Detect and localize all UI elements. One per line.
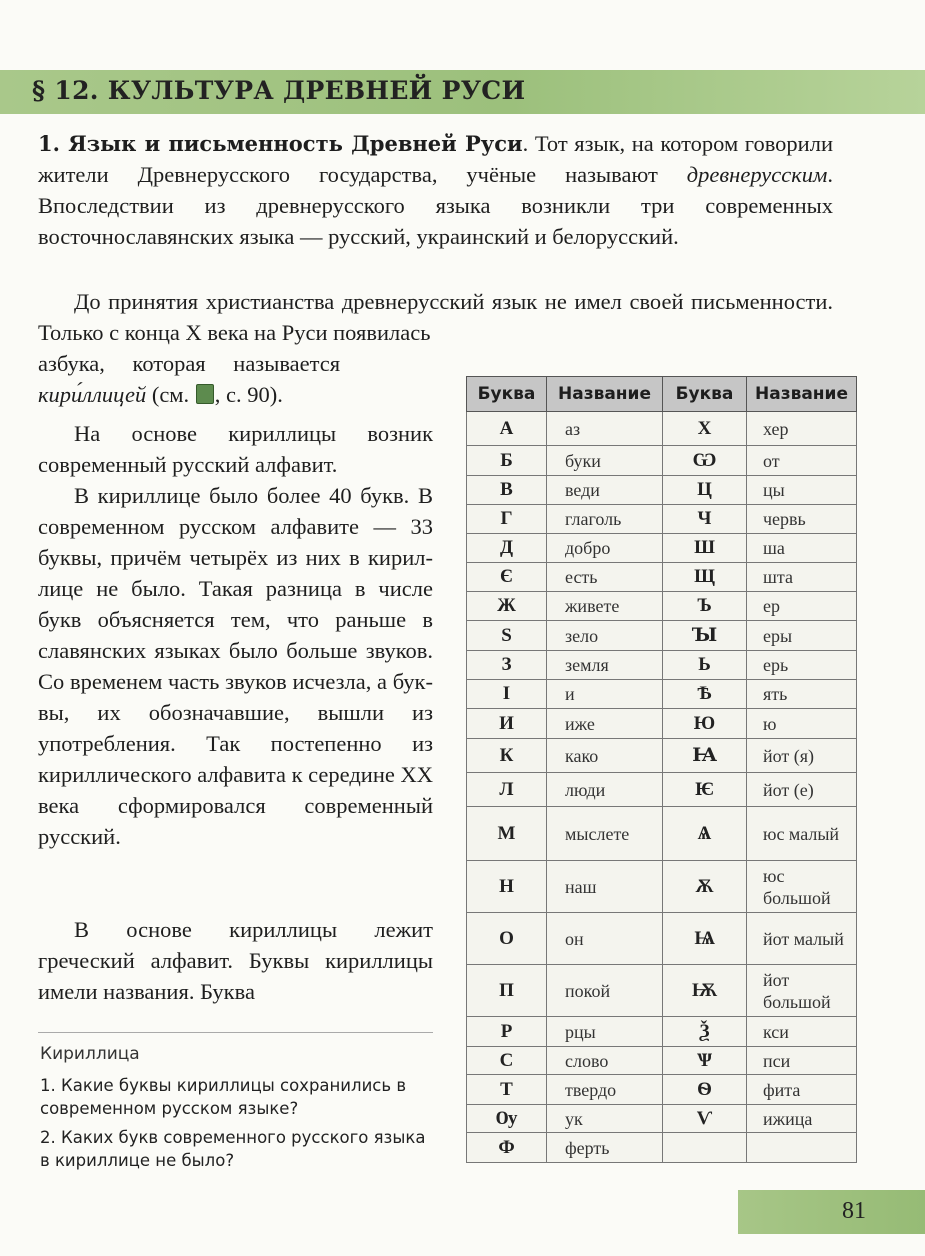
- name-cell: рцы: [547, 1017, 663, 1047]
- paragraph-text: азбука, которая называется: [38, 351, 341, 376]
- paragraph-heading: 1. Язык и письменность Древней Руси: [38, 131, 523, 156]
- table-row: [467, 913, 857, 965]
- paragraph-alphabet: [38, 348, 358, 410]
- paragraph-writing: До принятия христианства древнерусский язык не имел своей письменности. Только с конца X века на Руси появилась: [38, 289, 833, 345]
- term-old-russian: древнерусским: [686, 162, 828, 187]
- paragraph-greek-basis: В основе кириллицы лежит греческий алфавит. Буквы кириллицы имели названия. Буква: [38, 917, 433, 1004]
- letter-cell: Ѫ: [663, 861, 747, 913]
- letter-cell: М: [467, 807, 547, 861]
- name-cell: ю: [747, 709, 857, 739]
- letter-cell: Ѳ: [663, 1075, 747, 1105]
- name-cell: шта: [747, 563, 857, 592]
- table-row: [467, 1133, 857, 1163]
- name-cell: пси: [747, 1047, 857, 1075]
- letter-cell: Ѕ: [467, 621, 547, 651]
- letter-cell: Х: [663, 412, 747, 446]
- cyrillic-alphabet-table: [466, 376, 857, 1163]
- table-row: [467, 1047, 857, 1075]
- letter-cell: Ꙑ: [663, 621, 747, 651]
- name-cell: ижица: [747, 1105, 857, 1133]
- letter-cell: Ѣ: [663, 680, 747, 709]
- divider: [38, 1032, 433, 1033]
- letter-cell: Ѯ: [663, 1017, 747, 1047]
- letter-cell: Ь: [663, 651, 747, 680]
- name-cell: он: [547, 913, 663, 965]
- table-row: [467, 1105, 857, 1133]
- paragraph-language: [38, 128, 833, 252]
- paragraph-text: . Тот язык, на котором говорили жители Древнерусского государства, учёные называют: [38, 131, 833, 187]
- letter-cell: Ѥ: [663, 773, 747, 807]
- letter-cell: А: [467, 412, 547, 446]
- table-row: [467, 739, 857, 773]
- letter-cell: Ꙗ: [663, 739, 747, 773]
- name-cell: юс малый: [747, 807, 857, 861]
- letter-cell: Ш: [663, 534, 747, 563]
- ref-open: (см.: [146, 382, 195, 407]
- letter-cell: Г: [467, 505, 547, 534]
- name-cell: йот (е): [747, 773, 857, 807]
- letter-cell: Ѹ: [467, 1105, 547, 1133]
- question-item: 2. Каких букв современного русского языка в кириллице не было?: [40, 1128, 426, 1170]
- table-row: [467, 709, 857, 739]
- table-row: [467, 651, 857, 680]
- table-row: [467, 446, 857, 476]
- name-cell: покой: [547, 965, 663, 1017]
- book-icon[interactable]: [196, 384, 214, 404]
- column-header: Буква: [663, 377, 747, 412]
- letter-cell: Б: [467, 446, 547, 476]
- table-row: [467, 505, 857, 534]
- name-cell: веди: [547, 476, 663, 505]
- question-item: 1. Какие буквы кириллицы сохранились в современном русском языке?: [40, 1076, 407, 1118]
- name-cell: ук: [547, 1105, 663, 1133]
- column-header: Название: [547, 377, 663, 412]
- letter-cell: Т: [467, 1075, 547, 1105]
- term-cyrillic: кири́ллицей: [38, 382, 147, 407]
- name-cell: мыслете: [547, 807, 663, 861]
- table-row: [467, 773, 857, 807]
- name-cell: наш: [547, 861, 663, 913]
- name-cell: живете: [547, 592, 663, 621]
- paragraph-modern-alphabet: На основе кириллицы возник современный русский алфавит.: [38, 421, 433, 477]
- letter-cell: В: [467, 476, 547, 505]
- name-cell: от: [747, 446, 857, 476]
- table-row: [467, 412, 857, 446]
- name-cell: ерь: [747, 651, 857, 680]
- name-cell: аз: [547, 412, 663, 446]
- name-cell: кси: [747, 1017, 857, 1047]
- name-cell: еры: [747, 621, 857, 651]
- name-cell: есть: [547, 563, 663, 592]
- letter-cell: Ѧ: [663, 807, 747, 861]
- name-cell: твердо: [547, 1075, 663, 1105]
- name-cell: ять: [747, 680, 857, 709]
- name-cell: йот малый: [747, 913, 857, 965]
- letter-cell: П: [467, 965, 547, 1017]
- letter-cell: Є: [467, 563, 547, 592]
- name-cell: како: [547, 739, 663, 773]
- paragraph-text: . Впоследствии из древнерусского языка возникли три современных восточнославянских языка — русский, украинский и белорусский.: [38, 162, 833, 249]
- name-cell: ша: [747, 534, 857, 563]
- name-cell: глаголь: [547, 505, 663, 534]
- letter-cell: С: [467, 1047, 547, 1075]
- letter-cell: З: [467, 651, 547, 680]
- paragraph-letter-count: В кириллице было более 40 букв. В современном русском алфавите — 33 буквы, причём четырёх из них в кириллице не было. Такая разница в числе букв объясняется тем, что раньше в славянских языках было больше звуков. Со временем часть звуков исчезла, а буквы, их обозначавшие, вышли из употребления. Так постепенно из кириллического алфавита к середине XX века сформировался современный русский.: [38, 483, 433, 849]
- name-cell: буки: [547, 446, 663, 476]
- name-cell: люди: [547, 773, 663, 807]
- letter-cell: Д: [467, 534, 547, 563]
- table-row: [467, 563, 857, 592]
- name-cell: хер: [747, 412, 857, 446]
- table-row: [467, 1075, 857, 1105]
- name-cell: и: [547, 680, 663, 709]
- table-row: [467, 680, 857, 709]
- letter-cell: И: [467, 709, 547, 739]
- letter-cell: Ѩ: [663, 913, 747, 965]
- letter-cell: Ф: [467, 1133, 547, 1163]
- letter-cell: Ѵ: [663, 1105, 747, 1133]
- table-row: [467, 965, 857, 1017]
- name-cell: слово: [547, 1047, 663, 1075]
- table-row: [467, 621, 857, 651]
- page-number: 81: [842, 1198, 866, 1224]
- letter-cell: Ѡ: [663, 446, 747, 476]
- letter-cell: І: [467, 680, 547, 709]
- column-header: Название: [747, 377, 857, 412]
- section-title: § 12. КУЛЬТУРА ДРЕВНЕЙ РУСИ: [32, 76, 526, 105]
- letter-cell: Щ: [663, 563, 747, 592]
- table-row: [467, 476, 857, 505]
- figure-caption: Кириллица: [40, 1044, 140, 1064]
- name-cell: ферть: [547, 1133, 663, 1163]
- table-row: [467, 592, 857, 621]
- letter-cell: Ю: [663, 709, 747, 739]
- name-cell: [747, 1133, 857, 1163]
- letter-cell: Р: [467, 1017, 547, 1047]
- name-cell: юс большой: [747, 861, 857, 913]
- letter-cell: К: [467, 739, 547, 773]
- letter-cell: Н: [467, 861, 547, 913]
- letter-cell: Ѭ: [663, 965, 747, 1017]
- name-cell: йот (я): [747, 739, 857, 773]
- letter-cell: Ц: [663, 476, 747, 505]
- letter-cell: Ж: [467, 592, 547, 621]
- table-row: [467, 1017, 857, 1047]
- letter-cell: О: [467, 913, 547, 965]
- name-cell: добро: [547, 534, 663, 563]
- name-cell: йот большой: [747, 965, 857, 1017]
- name-cell: иже: [547, 709, 663, 739]
- letter-cell: Л: [467, 773, 547, 807]
- name-cell: земля: [547, 651, 663, 680]
- column-header: Буква: [467, 377, 547, 412]
- name-cell: цы: [747, 476, 857, 505]
- letter-cell: Ъ: [663, 592, 747, 621]
- table-row: [467, 861, 857, 913]
- name-cell: ер: [747, 592, 857, 621]
- name-cell: червь: [747, 505, 857, 534]
- name-cell: фита: [747, 1075, 857, 1105]
- letter-cell: Ѱ: [663, 1047, 747, 1075]
- ref-close: , с. 90).: [214, 382, 283, 407]
- table-row: [467, 534, 857, 563]
- question-list: [40, 1074, 433, 1178]
- letter-cell: [663, 1133, 747, 1163]
- name-cell: зело: [547, 621, 663, 651]
- letter-cell: Ч: [663, 505, 747, 534]
- table-row: [467, 807, 857, 861]
- footer-band: [738, 1190, 925, 1234]
- table-header-row: [467, 377, 857, 412]
